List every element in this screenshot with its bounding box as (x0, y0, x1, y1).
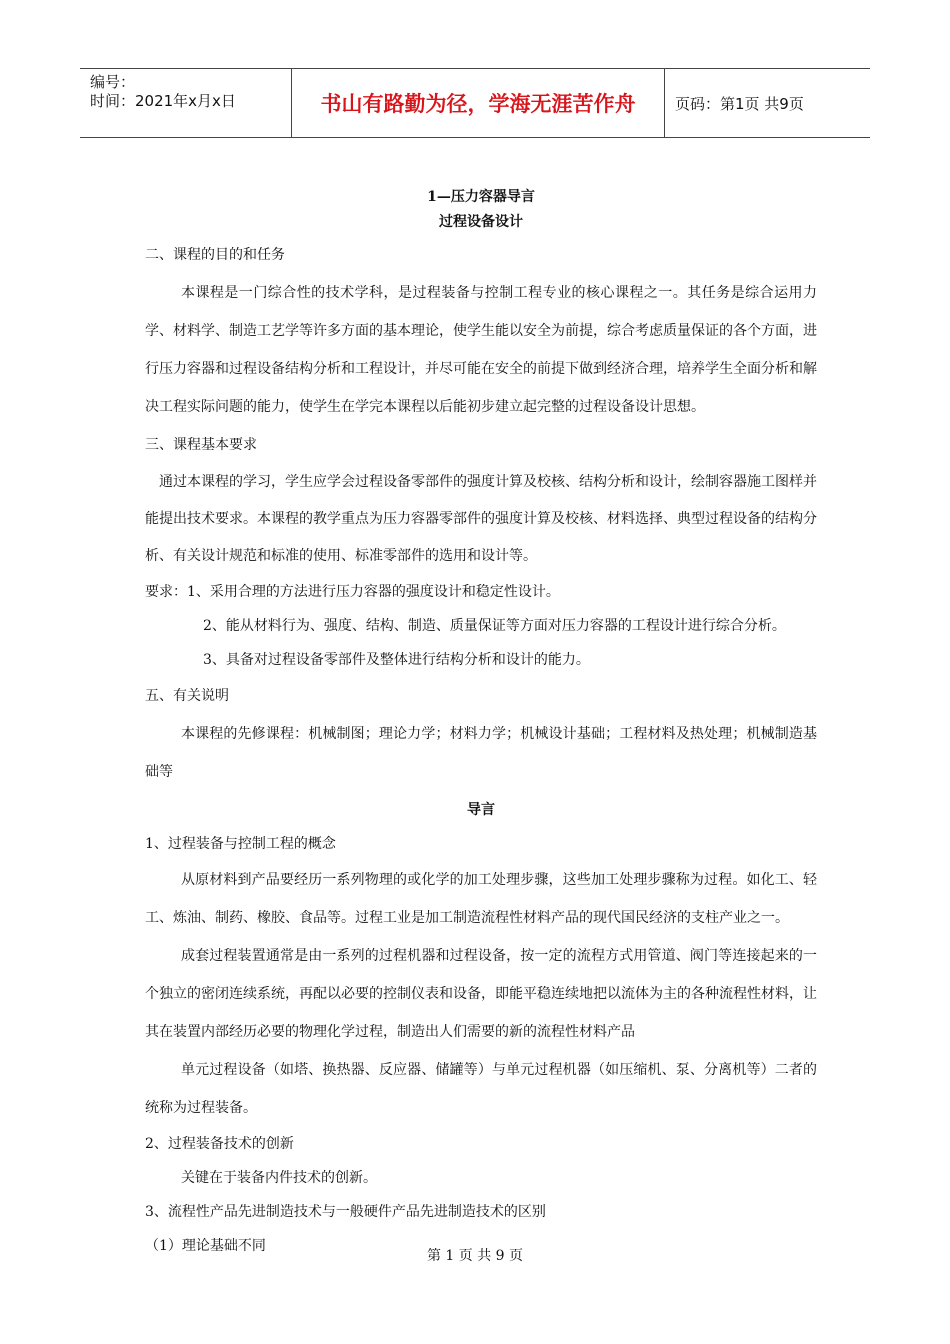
requirement-item-1: 要求：1、采用合理的方法进行压力容器的强度设计和稳定性设计。 (145, 584, 560, 600)
doc-subtitle: 过程设备设计 (439, 214, 523, 230)
paragraph-requirements: 通过本课程的学习，学生应学会过程设备零部件的强度计算及校核、结构分析和设计，绘制容器施工图样并能提出技术要求。本课程的教学重点为压力容器零部件的强度计算及校核、材料选择、典型过程设备的结构分析、有关设计规范和标准的使用、标准零部件的选用和设计等。 (145, 474, 817, 564)
paragraph-concept-2: 成套过程装置通常是由一系列的过程机器和过程设备，按一定的流程方式用管道、阀门等连接起来的一个独立的密闭连续系统，再配以必要的控制仪表和设备，即能平稳连续地把以流体为主的各种流程性材料，让其在装置内部经历必要的物理化学过程，制造出人们需要的新的流程性材料产品 (145, 948, 817, 1040)
subsection-heading-difference: 3、流程性产品先进制造技术与一般硬件产品先进制造技术的区别 (145, 1204, 546, 1220)
requirement-item-2: 2、能从材料行为、强度、结构、制造、质量保证等方面对压力容器的工程设计进行综合分析。 (203, 618, 786, 634)
header-meta (80, 69, 292, 137)
subsection-heading-innovation: 2、过程装备技术的创新 (145, 1136, 294, 1152)
section-heading-purpose: 二、课程的目的和任务 (145, 247, 285, 263)
time-label: 时间：2021年x月x日 (90, 92, 236, 110)
page-footer: 第 1 页 共 9 页 (426, 1248, 524, 1264)
document-body (145, 186, 817, 1263)
requirement-item-3: 3、具备对过程设备零部件及整体进行结构分析和设计的能力。 (203, 652, 590, 668)
header-motto: 书山有路勤为径，学海无涯苦作舟 (292, 69, 665, 137)
paragraph-purpose: 本课程是一门综合性的技术学科，是过程装备与控制工程专业的核心课程之一。其任务是综合运用力学、材料学、制造工艺学等许多方面的基本理论，使学生能以安全为前提，综合考虑质量保证的各个方面，进行压力容器和过程设备结构分析和工程设计，并尽可能在安全的前提下做到经济合理，培养学生全面分析和解决工程实际问题的能力，使学生在学完本课程以后能初步建立起完整的过程设备设计思想。 (145, 285, 817, 415)
subsection-item-theory: （1）理论基础不同 (145, 1238, 266, 1254)
page-header (80, 68, 870, 138)
intro-title: 导言 (467, 802, 495, 818)
section-heading-requirements: 三、课程基本要求 (145, 437, 257, 453)
subsection-heading-concept: 1、过程装备与控制工程的概念 (145, 836, 336, 852)
header-page-info: 页码：第1页 共9页 (675, 94, 804, 113)
paragraph-concept-1: 从原材料到产品要经历一系列物理的或化学的加工处理步骤，这些加工处理步骤称为过程。如化工、轻工、炼油、制药、橡胶、食品等。过程工业是加工制造流程性材料产品的现代国民经济的支柱产业之一。 (145, 872, 817, 926)
doc-title: 1—压力容器导言 (427, 189, 535, 205)
section-heading-notes: 五、有关说明 (145, 688, 229, 704)
paragraph-notes: 本课程的先修课程：机械制图；理论力学；材料力学；机械设计基础；工程材料及热处理；机械制造基础等 (145, 726, 817, 780)
number-label: 编号： (90, 73, 136, 91)
paragraph-innovation: 关键在于装备内件技术的创新。 (181, 1170, 377, 1186)
paragraph-concept-3: 单元过程设备（如塔、换热器、反应器、储罐等）与单元过程机器（如压缩机、泵、分离机等）二者的统称为过程装备。 (145, 1062, 817, 1116)
